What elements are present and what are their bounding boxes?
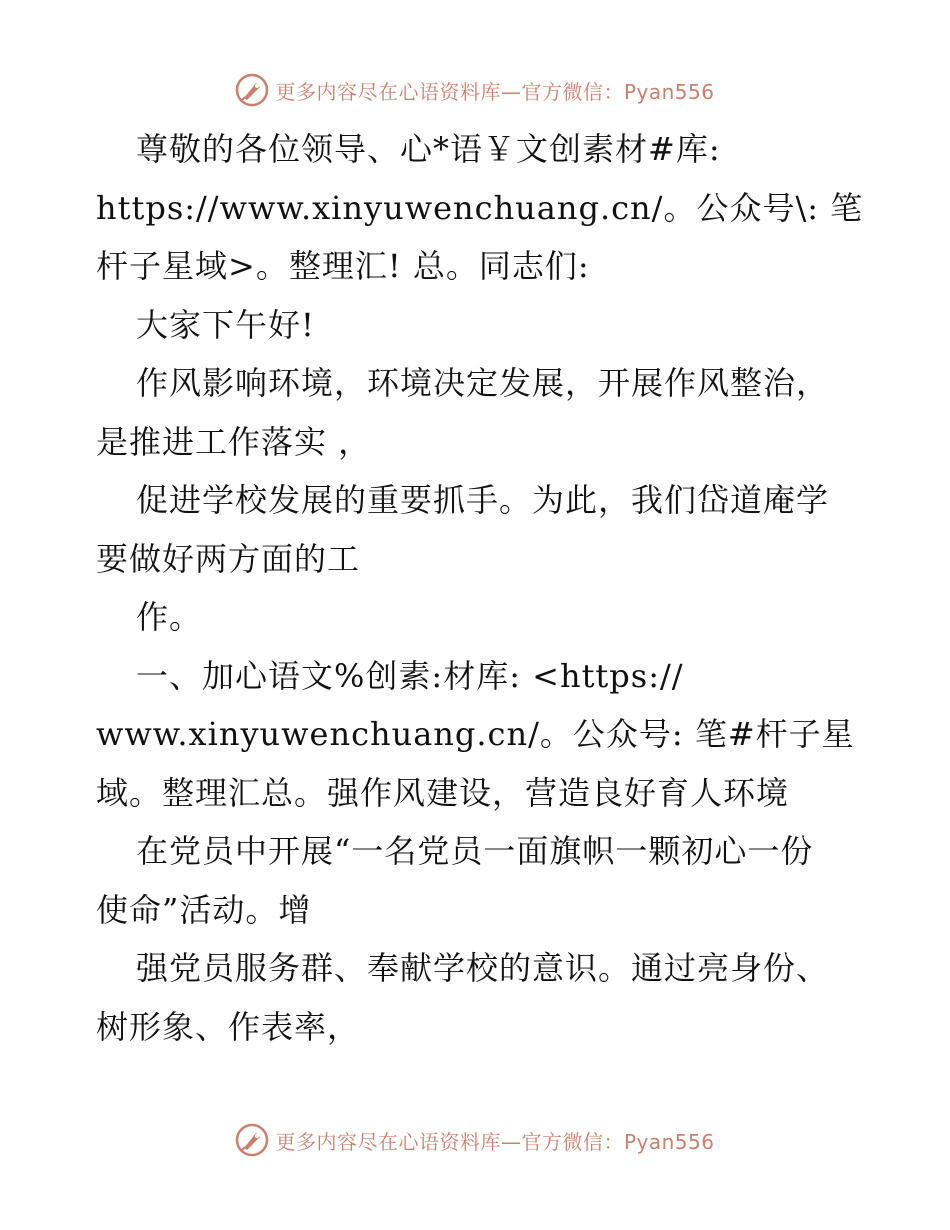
pen-nib-logo-icon (235, 1123, 269, 1157)
text-line: 树形象、作表率， (96, 1007, 361, 1046)
text-line: 在党员中开展“一名党员一面旗帜一颗初心一份 (136, 832, 814, 870)
text-line: 是推进工作落实 ， (96, 422, 372, 461)
footer-banner-text: 更多内容尽在心语资料库—官方微信：Pyan556 (275, 1129, 715, 1154)
text-line: 作。 (136, 598, 203, 636)
text-line: 尊敬的各位领导、心*语￥文创素材#库: (136, 130, 721, 168)
text-line: 一、加心语文%创素:材库: <https:// (136, 656, 684, 695)
text-line: 强党员服务群、奉献学校的意识。通过亮身份、 (136, 949, 830, 987)
pen-nib-logo-icon (235, 73, 269, 107)
text-line: 大家下午好! (136, 305, 315, 344)
header-banner-text: 更多内容尽在心语资料库—官方微信：Pyan556 (275, 79, 715, 104)
text-line: https://www.xinyuwenchuang.cn/。公众号\: 笔 (96, 188, 864, 227)
text-line: 要做好两方面的工 (96, 539, 361, 578)
text-line: 杆子星域>。整理汇! 总。同志们: (96, 247, 590, 285)
header-banner (0, 70, 950, 110)
text-line: 使命”活动。增 (96, 890, 312, 929)
text-line: 域。整理汇总。强作风建设，营造良好育人环境 (96, 773, 790, 812)
document-body (96, 120, 866, 1056)
footer-banner (0, 1120, 950, 1160)
text-line: 作风影响环境，环境决定发展，开展作风整治， (136, 364, 830, 402)
text-line: www.xinyuwenchuang.cn/。公众号: 笔#杆子星 (96, 715, 855, 753)
text-line: 促进学校发展的重要抓手。为此，我们岱道庵学 (136, 481, 830, 519)
